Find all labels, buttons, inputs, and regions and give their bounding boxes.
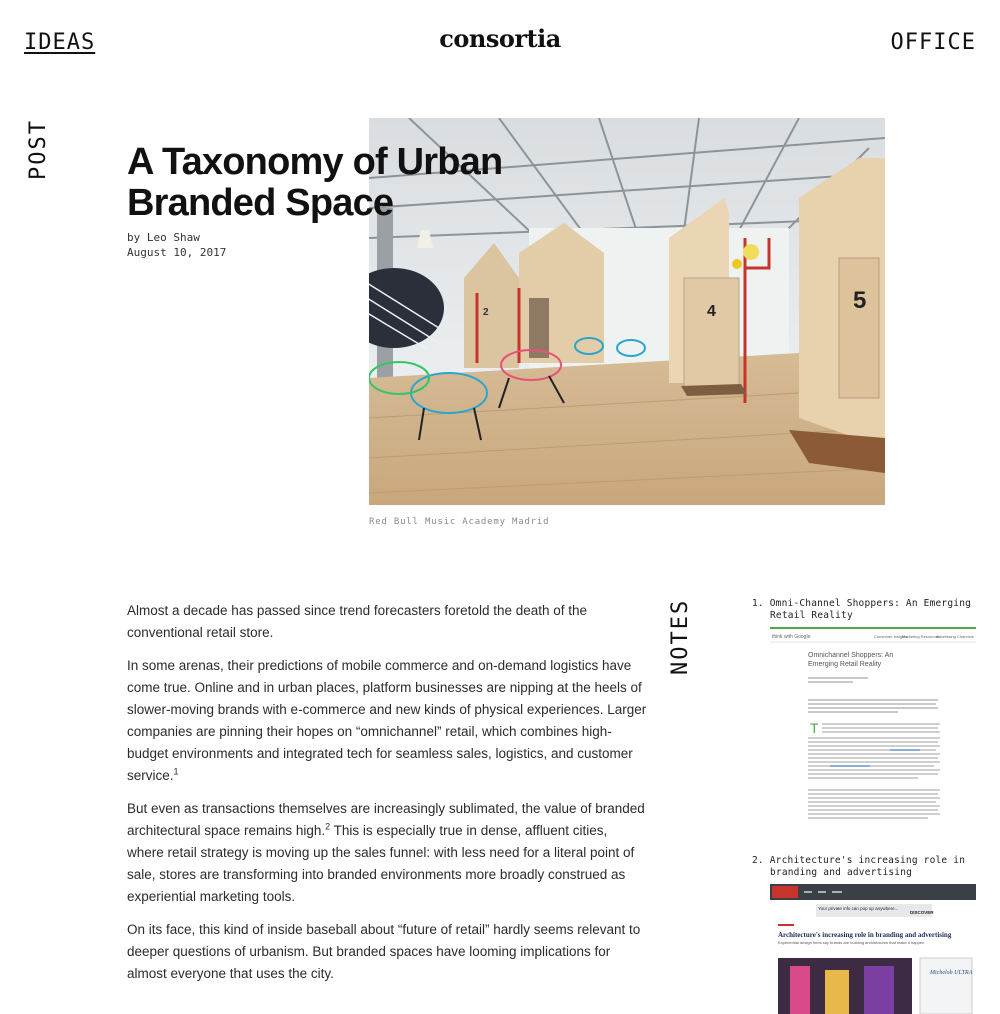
article-paragraph: Almost a decade has passed since trend forecasters foretold the death of the conventional retail store. bbox=[127, 603, 588, 640]
article-paragraph bbox=[127, 655, 647, 787]
svg-text:Omnichannel Shoppers: An: Omnichannel Shoppers: An bbox=[808, 652, 894, 659]
note-title[interactable]: 1. Omni-Channel Shoppers: An Emerging Retail Reality bbox=[752, 598, 972, 621]
paragraph-text: This is especially true in dense, affluent cities, where retail strategy is moving up the sales funnel: with less need for a literal point of sale, stores are transforming into branded environments more broadly construed as experiential marketing tools. bbox=[127, 823, 635, 904]
note-thumbnail[interactable] bbox=[770, 627, 976, 835]
hero-caption: Red Bull Music Academy Madrid bbox=[369, 517, 550, 527]
thumb-badge: Michelob ULTRA bbox=[930, 970, 973, 976]
footnote-ref-2[interactable]: 2 bbox=[325, 821, 331, 832]
thumb-nav-3: Advertising Channels bbox=[936, 634, 974, 639]
article-paragraph: On its face, this kind of inside baseball about “future of retail” hardly seems relevant to deeper questions of urbanism. But branded spaces have looming implications for almost everyone that uses the city. bbox=[127, 922, 641, 981]
thumb-ad-brand: DISCOVER bbox=[910, 910, 934, 915]
notes-section-label: NOTES bbox=[668, 598, 693, 675]
article-date: August 10, 2017 bbox=[127, 246, 227, 259]
article-body bbox=[127, 600, 647, 996]
nav-office-link[interactable]: OFFICE bbox=[890, 30, 976, 55]
article-paragraph bbox=[127, 798, 647, 908]
thumb-dropcap: T bbox=[810, 720, 819, 736]
footnote-ref-1[interactable]: 1 bbox=[173, 766, 179, 777]
svg-text:4: 4 bbox=[707, 303, 716, 320]
svg-text:5: 5 bbox=[853, 287, 867, 314]
svg-text:Emerging Retail Reality: Emerging Retail Reality bbox=[808, 661, 882, 668]
note-thumbnail[interactable] bbox=[770, 884, 976, 1014]
site-logo[interactable]: consortia bbox=[439, 24, 561, 53]
nav-ideas-link[interactable]: IDEAS bbox=[24, 30, 96, 55]
thumb-headline: Architecture's increasing role in branding and advertising bbox=[778, 931, 952, 939]
article-author: by Leo Shaw bbox=[127, 231, 200, 244]
notes-list bbox=[752, 598, 978, 1014]
thumb-sub: Experiential design firms say brands are building architectures that make it happen bbox=[778, 940, 925, 945]
note-item[interactable] bbox=[752, 598, 978, 835]
note-title[interactable]: 2. Architecture's increasing role in branding and advertising bbox=[752, 855, 966, 878]
thumb-nav-1: Consumer Insights bbox=[874, 634, 908, 639]
svg-text:2: 2 bbox=[483, 307, 489, 318]
paragraph-text: In some arenas, their predictions of mobile commerce and on-demand logistics have come true. Online and in urban places, platform businesses are nipping at the heels of slower-moving brands with e-commerce and new kinds of physical experiences. Larger companies are pinning their hopes on “omnichannel” retail, which combines high-budget environments and integrated tech for seamless sales, logistics, and customer service. bbox=[127, 658, 647, 783]
post-section-label: POST bbox=[26, 119, 51, 180]
article-byline bbox=[127, 230, 226, 260]
paragraph-text: But even as transactions themselves are increasingly sublimated, the value of branded architectural space remains high. bbox=[127, 801, 645, 838]
thumb-ad-text: Your private info can pop up anywhere... bbox=[818, 906, 899, 911]
note-item[interactable] bbox=[752, 855, 978, 1014]
thumb-nav-2: Marketing Resources bbox=[902, 634, 940, 639]
article-title: A Taxonomy of Urban Branded Space bbox=[127, 141, 503, 224]
thumb-brand: think with Google bbox=[772, 634, 811, 640]
